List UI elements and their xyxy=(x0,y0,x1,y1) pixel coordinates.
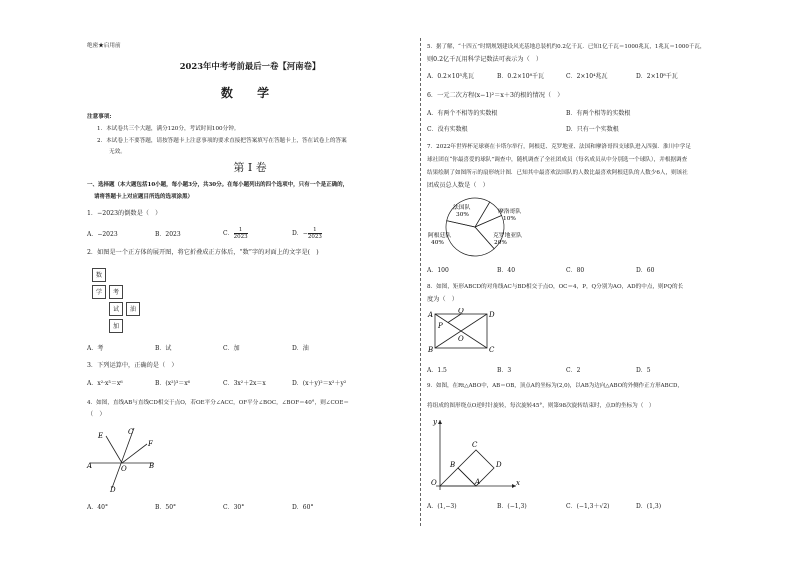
label-e: E xyxy=(98,432,104,440)
net-cell-3: 考 xyxy=(109,285,123,299)
q6-option-b: B．有两个相等的实数根 xyxy=(566,110,631,117)
q8-option-b: B．3 xyxy=(497,367,512,374)
subject-title: 数 学 xyxy=(220,86,280,100)
net-cell-6: 加 xyxy=(109,319,123,333)
pie-label-croatia: 克罗地亚队 xyxy=(493,233,522,239)
ray-of xyxy=(122,444,147,463)
pie-pct-croatia: 20% xyxy=(494,240,507,246)
part-title: 第 I 卷 xyxy=(233,161,267,174)
q7-option-d: D．60 xyxy=(636,267,655,274)
q2-option-c: C．加 xyxy=(223,345,240,352)
net-cell-4: 试 xyxy=(109,302,123,316)
q1-option-d: D．− $\frac{1}{2023}$ xyxy=(292,227,322,240)
note-item-1: 1．本试卷共三个大题，满分120分，考试时间100分钟。 xyxy=(97,126,240,132)
line-cd xyxy=(112,428,134,488)
q2-stem: 2．如图是一个正方体的展开图，将它折叠成正方体后，“数”字的对面上的文字是( ) xyxy=(87,249,319,256)
column-divider xyxy=(420,38,421,526)
q4-stem-line2: （ ） xyxy=(87,411,106,418)
q7-stem-line2: 球社团在“你最喜爱的球队”调查中，随机调查了全社团成员（每名成员从中分别选一个球队），并根据调查 xyxy=(427,157,688,163)
label-d: D xyxy=(489,311,495,319)
section-heading-line1: 一、选择题（本大题包括10小题，每小题3分，共30分。在每小题列出的四个选项中，只有一个是正确的， xyxy=(87,182,349,188)
q7-stem-line1: 7．2022年世界杯足球赛在卡塔尔举行，阿根廷、克罗地亚、法国和摩洛哥四支球队进入四强．淮川中学足 xyxy=(427,144,691,150)
net-cell-5: 油 xyxy=(126,302,140,316)
q9-coordinate-figure xyxy=(426,414,526,492)
label-b: B xyxy=(149,462,155,470)
q7-stem-line3: 结果绘制了如图所示的扇形统计图．已知其中最喜欢法国队的人数比最喜欢阿根廷队的人数少6人，则该社 xyxy=(427,170,688,176)
q7-stem-line4: 团成员总人数是（ ） xyxy=(427,182,489,189)
q3-option-a: A．x²·x³＝x⁶ xyxy=(87,380,123,387)
q2-option-b: B．试 xyxy=(155,345,172,352)
q4-option-d: D．60° xyxy=(292,504,314,511)
label-f: F xyxy=(148,440,153,448)
q3-option-b: B．(x²)³＝x⁶ xyxy=(155,380,191,387)
label-a: A xyxy=(475,478,481,486)
net-cell-1: 数 xyxy=(92,268,106,282)
label-b: B xyxy=(428,346,434,354)
pie-pct-argentina: 40% xyxy=(431,240,444,246)
q2-option-d: D．油 xyxy=(292,345,309,352)
label-d: D xyxy=(496,461,502,469)
label-a: A xyxy=(428,311,434,319)
pie-pct-morocco: 10% xyxy=(503,216,516,222)
pie-label-morocco: 摩洛哥队 xyxy=(498,209,522,215)
q4-option-a: A．40° xyxy=(87,504,108,511)
label-o: O xyxy=(458,335,464,343)
q6-option-c: C．没有实数根 xyxy=(427,126,468,133)
secret-mark: 绝密★启用前 xyxy=(87,43,121,49)
q4-intersecting-lines-figure xyxy=(85,422,165,494)
q1-option-c: C． $\frac{1}{2023}$ xyxy=(223,227,248,240)
q9-stem-line1: 9．如图，在Rt△ABO中，AB＝OB，顶点A的坐标为(2,0)，以AB为边向△ABO的外侧作正方形ABCD， xyxy=(427,383,683,389)
label-b: B xyxy=(450,461,456,469)
q3-option-c: C．3x²＋2x＝x xyxy=(223,380,266,387)
q1-option-b: B．2023 xyxy=(155,231,181,238)
note-item-2: 2．本试卷上不要答题，请按答题卡上注意事项的要求直接把答案填写在答题卡上，答在试卷上的答案 xyxy=(97,138,347,144)
q8-option-d: D．5 xyxy=(636,367,651,374)
q9-option-b: B．(−1,3) xyxy=(497,503,527,510)
q3-option-d: D．(x＋y)²＝x²＋y² xyxy=(292,380,347,387)
q5-option-b: B．0.2×10⁸千瓦 xyxy=(497,73,545,80)
label-c: C xyxy=(489,346,495,354)
q5-option-c: C．2×10⁴兆瓦 xyxy=(566,73,608,80)
label-q: Q xyxy=(458,308,464,315)
exam-title: 2023年中考考前最后一卷【河南卷】 xyxy=(179,61,321,71)
pie-label-argentina: 阿根廷队 xyxy=(428,233,452,239)
pie-slice-4 xyxy=(446,221,494,256)
q9-option-a: A．(1,−3) xyxy=(427,503,457,510)
q7-option-a: A．100 xyxy=(427,267,449,274)
q9-option-d: D．(1,3) xyxy=(636,503,662,510)
q7-pie-chart xyxy=(420,194,530,262)
q6-option-a: A．有两个不相等的实数根 xyxy=(427,110,498,117)
y-axis-arrow xyxy=(438,420,442,424)
section-heading-line2: 请将答题卡上对应题目所选的选项涂黑） xyxy=(94,194,194,200)
ray-oe xyxy=(106,436,122,463)
segment-pq xyxy=(448,314,461,323)
pie-label-france: 法国队 xyxy=(453,205,471,211)
q1-option-a: A．−2023 xyxy=(87,231,118,238)
triangle-abo xyxy=(440,468,476,486)
q8-option-a: A．1.5 xyxy=(427,367,447,374)
q7-option-b: B．40 xyxy=(497,267,516,274)
q7-option-c: C．80 xyxy=(566,267,585,274)
q3-stem: 3．下列运算中，正确的是（ ） xyxy=(87,362,178,369)
q8-rectangle-figure xyxy=(426,308,498,358)
label-c: C xyxy=(128,428,134,436)
pie-pct-france: 30% xyxy=(456,212,469,218)
label-y: y xyxy=(433,418,437,426)
label-p: P xyxy=(438,322,443,330)
q4-option-c: C．30° xyxy=(223,504,245,511)
q8-stem-line2: 度为（ ） xyxy=(427,296,458,303)
label-d: D xyxy=(110,486,116,494)
q5-option-d: D．2×10⁸千瓦 xyxy=(636,73,678,80)
q5-stem-line1: 5．据了解，“十四五”时期规划建设风光基地总装机约0.2亿千瓦．已知1亿千瓦＝1000兆瓦，1兆瓦＝1000千瓦， xyxy=(427,44,706,50)
q2-option-a: A．考 xyxy=(87,345,104,352)
label-o: O xyxy=(121,465,127,473)
q5-option-a: A．0.2×10³兆瓦 xyxy=(427,73,474,80)
q5-stem-line2: 则0.2亿千瓦用科学记数法可表示为（ ） xyxy=(427,56,543,63)
label-c: C xyxy=(472,441,478,449)
q9-stem-line2: 将组成的图形绕点O逆时针旋转，每次旋转45°，则第98次旋转结束时，点D的坐标为（ ） xyxy=(427,403,655,409)
note-item-3: 无效。 xyxy=(109,149,126,155)
q9-option-c: C．(−1,3＋√2) xyxy=(566,503,610,510)
net-cell-2: 学 xyxy=(92,285,106,299)
q4-option-b: B．50° xyxy=(155,504,177,511)
q6-stem: 6．一元二次方程(x−1)²＝x＋3的根的情况（ ） xyxy=(427,92,564,99)
q6-option-d: D．只有一个实数根 xyxy=(566,126,619,133)
label-o: O xyxy=(431,479,437,487)
label-x: x xyxy=(516,479,520,487)
q8-option-c: C．2 xyxy=(566,367,581,374)
label-a: A xyxy=(87,462,93,470)
q1-stem: 1．−2023的倒数是（ ） xyxy=(87,210,162,217)
q8-stem-line1: 8．如图，矩形ABCD的对角线AC与BD相交于点O，OC＝4，P，Q分别为AO，AD的中点，则PQ的长 xyxy=(427,284,684,290)
notes-heading: 注意事项: xyxy=(87,114,112,120)
q4-stem-line1: 4．如图，直线AB与直线CD相交于点O，若OE平分∠ACC，OF平分∠BOC，∠BOF＝40°，则∠COE＝ xyxy=(87,400,350,406)
